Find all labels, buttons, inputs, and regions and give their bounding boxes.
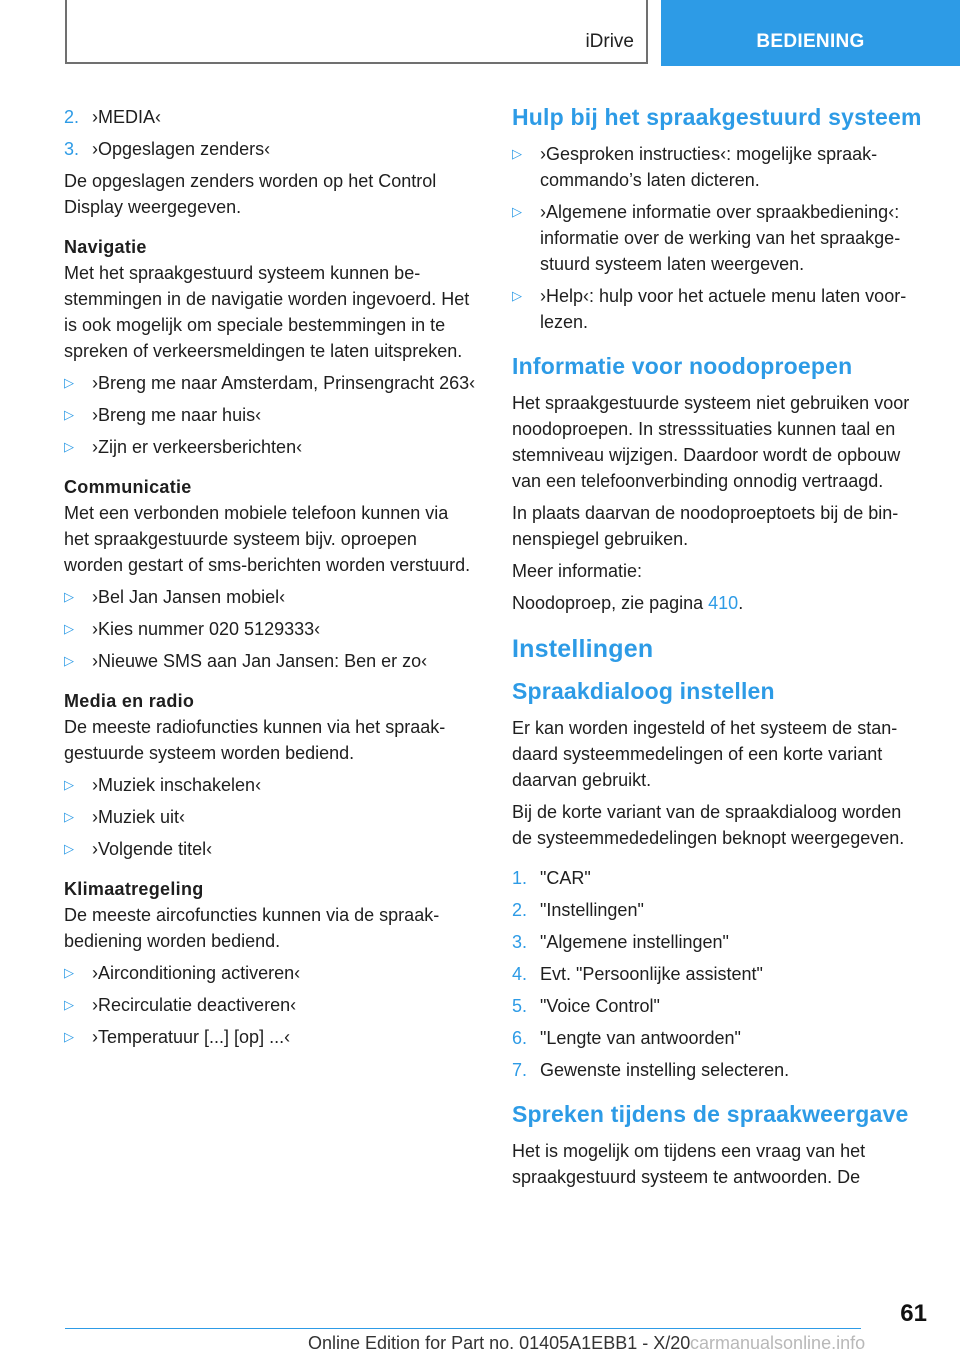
bullet-text: ›Help‹: hulp voor het actuele menu laten voorlezen.	[540, 286, 907, 332]
step-number: 2.	[512, 900, 528, 920]
watermark: carmanualsonline.info	[690, 1333, 866, 1353]
bullet-text: ›Nieuwe SMS aan Jan Jansen: Ben er zo‹	[92, 651, 428, 671]
step-item	[512, 1025, 926, 1051]
bullet-text: ›Muziek uit‹	[92, 807, 186, 827]
bullet-item	[64, 836, 478, 862]
bullet-text: ›Kies nummer 020 5129333‹	[92, 619, 321, 639]
bullet-text: ›Breng me naar huis‹	[92, 405, 262, 425]
paragraph: Het spraakgestuurde systeem niet gebruiken voor noodoproepen. In stresssituaties kunnen taal en stemniveau wijzigen. Daardoor wordt de opbouw van een telefoonverbinding onnodig vertraagd.	[512, 393, 910, 491]
bullet-item	[64, 434, 478, 460]
footer-edition: Online Edition for Part no. 01405A1EBB1 - X/20	[308, 1333, 691, 1353]
cross-reference	[512, 590, 926, 616]
triangle-bullet-icon: ▷	[64, 621, 74, 636]
step-item	[512, 865, 926, 891]
bullet-item	[64, 960, 478, 986]
bullet-item	[64, 370, 478, 396]
footer-rule	[65, 1328, 861, 1329]
header-section-tab: BEDIENING	[661, 0, 960, 66]
triangle-bullet-icon: ▷	[64, 589, 74, 604]
triangle-bullet-icon: ▷	[64, 841, 74, 856]
paragraph: Bij de korte variant van de spraakdialoog worden de systeemmededelingen beknopt weergegeven.	[512, 802, 905, 848]
heading-help: Hulp bij het spraakgestuurd systeem	[512, 104, 922, 130]
triangle-bullet-icon: ▷	[64, 777, 74, 792]
subheading-media: Media en radio	[64, 691, 195, 711]
item-text: ›Opgeslagen zenders‹	[92, 139, 271, 159]
bullet-item	[512, 199, 926, 277]
bullet-text: ›Zijn er verkeersberichten‹	[92, 437, 303, 457]
paragraph: De meeste radiofuncties kunnen via het spraakgestuurde systeem worden bediend.	[64, 717, 446, 763]
heading-instellingen: Instellingen	[512, 635, 654, 663]
bullet-item	[64, 648, 478, 674]
list-item	[64, 136, 478, 162]
step-number: 7.	[512, 1060, 528, 1080]
step-number: 5.	[512, 996, 528, 1016]
header-frame	[65, 0, 648, 64]
step-number: 6.	[512, 1028, 528, 1048]
paragraph: In plaats daarvan de noodoproeptoets bij de binnenspiegel gebruiken.	[512, 503, 899, 549]
bullet-item	[512, 283, 926, 335]
left-column	[64, 104, 478, 1056]
paragraph: Meer informatie:	[512, 561, 643, 581]
bullet-item	[64, 772, 478, 798]
list-item	[64, 104, 478, 130]
heading-spreken: Spreken tijdens de spraakweergave	[512, 1101, 909, 1127]
step-text: Gewenste instelling selecteren.	[540, 1060, 790, 1080]
header-chapter: iDrive	[585, 31, 634, 52]
step-item	[512, 961, 926, 987]
step-text: "CAR"	[540, 868, 591, 888]
step-item	[512, 929, 926, 955]
triangle-bullet-icon: ▷	[64, 375, 74, 390]
bullet-item	[64, 1024, 478, 1050]
page-number: 61	[900, 1300, 927, 1327]
bullet-text: ›Bel Jan Jansen mobiel‹	[92, 587, 286, 607]
step-text: Evt. "Persoonlijke assistent"	[540, 964, 763, 984]
subheading-communicatie: Communicatie	[64, 477, 192, 497]
bullet-item	[64, 804, 478, 830]
step-text: "Instellingen"	[540, 900, 644, 920]
step-text: "Lengte van antwoorden"	[540, 1028, 741, 1048]
bullet-item	[512, 141, 926, 193]
paragraph: De opgeslagen zenders worden op het Control Display weergegeven.	[64, 171, 437, 217]
paragraph: Met het spraakgestuurd systeem kunnen bestemmingen in de navigatie worden ingevoerd. Het is ook mogelijk om speciale bestemmingen in te spreken of verkeersmeldingen te laten uitspreken.	[64, 263, 470, 361]
step-number: 1.	[512, 868, 528, 888]
triangle-bullet-icon: ▷	[64, 653, 74, 668]
heading-noodoproepen: Informatie voor noodoproepen	[512, 353, 853, 379]
step-item	[512, 1057, 926, 1083]
bullet-text: ›Algemene informatie over spraakbediening‹: informatie over de werking van het spraakgestuurd systeem laten weergeven.	[540, 202, 901, 274]
bullet-text: ›Recirculatie deactiveren‹	[92, 995, 297, 1015]
page-link[interactable]: 410	[708, 593, 739, 613]
triangle-bullet-icon: ▷	[512, 146, 522, 161]
paragraph: De meeste aircofuncties kunnen via de spraakbediening worden bediend.	[64, 905, 440, 951]
subheading-klimaat: Klimaatregeling	[64, 879, 204, 899]
bullet-text: ›Airconditioning activeren‹	[92, 963, 301, 983]
subheading-navigatie: Navigatie	[64, 237, 147, 257]
triangle-bullet-icon: ▷	[64, 965, 74, 980]
triangle-bullet-icon: ▷	[64, 1029, 74, 1044]
heading-spraakdialoog: Spraakdialoog instellen	[512, 678, 775, 704]
paragraph: Er kan worden ingesteld of het systeem de standaard systeemmedelingen of een korte variant daarvan gebruikt.	[512, 718, 898, 790]
step-text: "Algemene instellingen"	[540, 932, 729, 952]
reference-text: Noodoproep, zie pagina	[512, 593, 709, 613]
triangle-bullet-icon: ▷	[64, 439, 74, 454]
bullet-text: ›Muziek inschakelen‹	[92, 775, 262, 795]
step-item	[512, 993, 926, 1019]
triangle-bullet-icon: ▷	[512, 204, 522, 219]
bullet-text: ›Gesproken instructies‹: mogelijke spraakcommando’s laten dicteren.	[540, 144, 878, 190]
item-text: ›MEDIA‹	[92, 107, 161, 127]
bullet-item	[64, 616, 478, 642]
reference-end: .	[738, 593, 744, 613]
bullet-item	[64, 402, 478, 428]
step-number: 3.	[512, 932, 528, 952]
item-number: 3.	[64, 139, 80, 159]
triangle-bullet-icon: ▷	[512, 288, 522, 303]
right-column	[512, 104, 926, 1196]
triangle-bullet-icon: ▷	[64, 809, 74, 824]
paragraph: Met een verbonden mobiele telefoon kunnen via het spraakgestuurde systeem bijv. oproepen worden gestart of sms-berichten worden verstuurd.	[64, 503, 471, 575]
triangle-bullet-icon: ▷	[64, 407, 74, 422]
triangle-bullet-icon: ▷	[64, 997, 74, 1012]
bullet-text: ›Volgende titel‹	[92, 839, 213, 859]
step-number: 4.	[512, 964, 528, 984]
step-text: "Voice Control"	[540, 996, 660, 1016]
item-number: 2.	[64, 107, 80, 127]
step-item	[512, 897, 926, 923]
bullet-item	[64, 584, 478, 610]
bullet-text: ›Temperatuur [...] [op] ...‹	[92, 1027, 291, 1047]
bullet-text: ›Breng me naar Amsterdam, Prinsengracht 263‹	[92, 373, 476, 393]
paragraph: Het is mogelijk om tijdens een vraag van het spraakgestuurd systeem te antwoorden. De	[512, 1141, 866, 1187]
bullet-item	[64, 992, 478, 1018]
